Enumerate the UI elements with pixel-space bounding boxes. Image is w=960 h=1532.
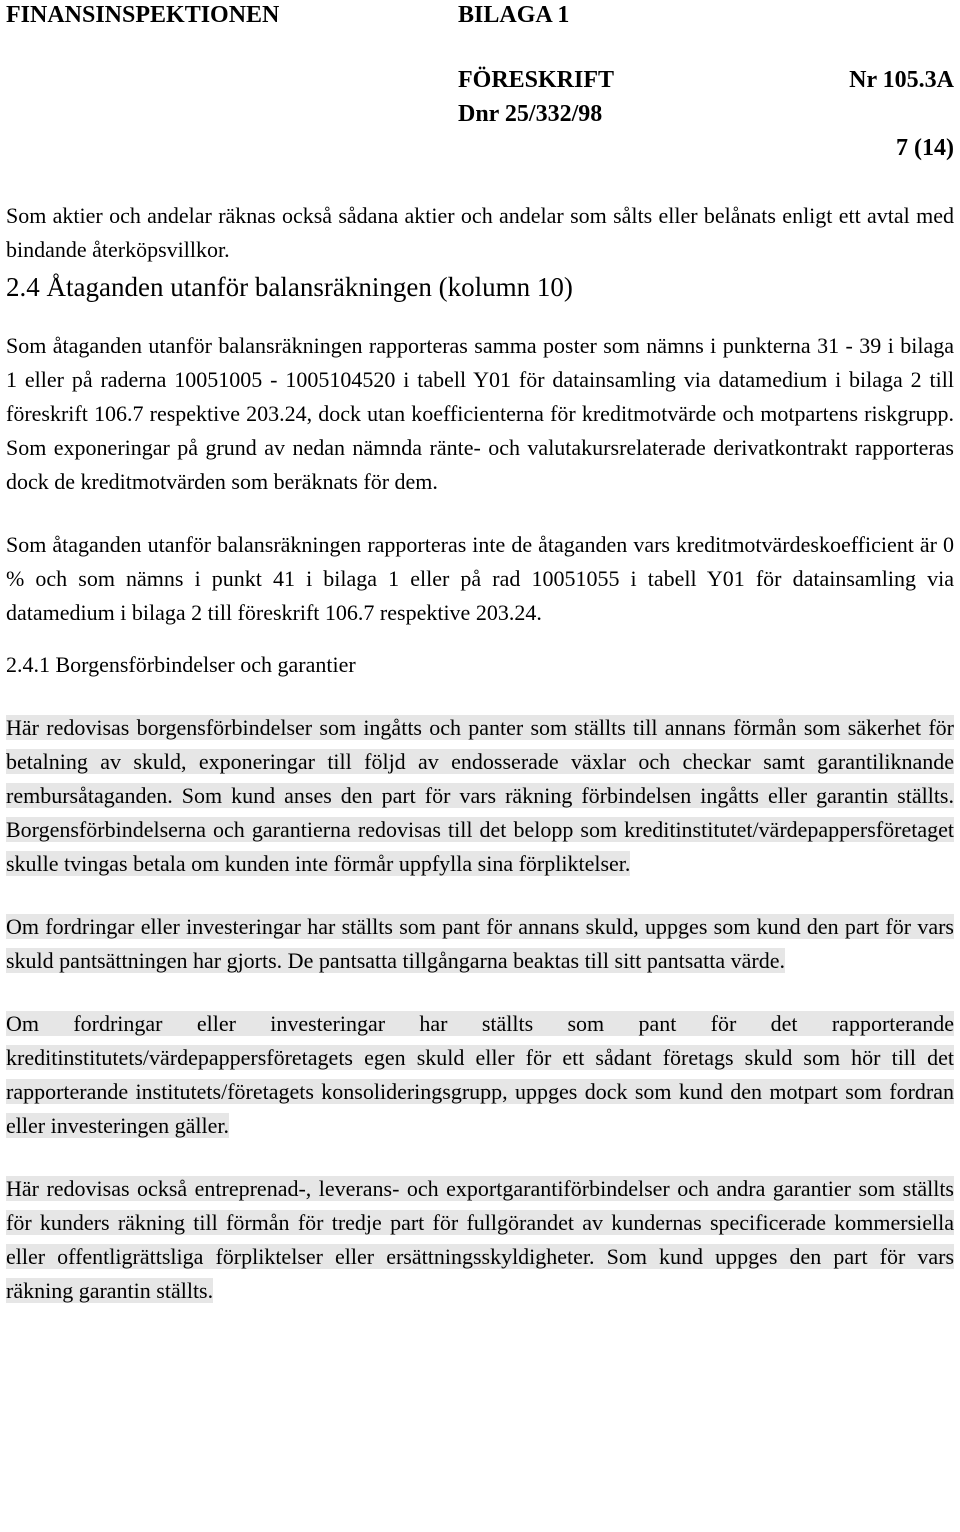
diary-number: Dnr 25/332/98 [458,101,603,127]
appendix-label: BILAGA 1 [458,2,570,28]
highlighted-text: Om fordringar eller investeringar har ställts som pant för det rapporterande kreditinstitutets/värdepappersföretagets egen skuld eller för ett sådant företags skuld som hör till det rapporterande institutets/företagets konsolideringsgrupp, uppges dock som kund den motpart som fordran eller investeringen gäller. [6,1011,954,1138]
paragraph [6,1007,954,1143]
paragraph: Som åtaganden utanför balansräkningen rapporteras inte de åtaganden vars kreditmotvärdeskoefficient är 0 % och som nämns i punkt 41 i bilaga 1 eller på rad 10051055 i tabell Y01 för datainsamling via datamedium i bilaga 2 till föreskrift 106.7 respektive 203.24. [6,532,954,625]
highlighted-text: Här redovisas borgensförbindelser som ingåtts och panter som ställts till annans förmån som säkerhet för betalning av skuld, exponeringar till följd av endosserade växlar och checkar samt garantiliknande rembursåtaganden. Som kund anses den part för vars räkning förbindelsen ingåtts eller garantin ställts. Borgensförbindelserna och garantierna redovisas till det belopp som kreditinstitutet/värdepappersföretaget skulle tvingas betala om kunden inte förmår uppfylla sina förpliktelser. [6,715,954,876]
page-number: 7 (14) [896,135,954,161]
paragraph [6,711,954,881]
paragraph [6,1172,954,1308]
document-body [6,199,954,1308]
highlighted-text: Om fordringar eller investeringar har ställts som pant för annans skuld, uppges som kund den part för vars skuld pantsättningen har gjorts. De pantsatta tillgångarna beaktas till sitt pantsatta värde. [6,914,954,973]
intro-paragraph: Som aktier och andelar räknas också sådana aktier och andelar som sålts eller belånats enligt ett avtal med bindande återköpsvillkor. [6,203,954,262]
subsection-heading: 2.4.1 Borgensförbindelser och garantier [6,652,356,677]
org-name: FINANSINSPEKTIONEN [6,2,280,28]
regulation-number: Nr 105.3A [849,67,954,93]
paragraph: Som åtaganden utanför balansräkningen rapporteras samma poster som nämns i punkterna 31 - 39 i bilaga 1 eller på raderna 10051005 - 1005104520 i tabell Y01 för datainsamling via datamedium i bilaga 2 till föreskrift 106.7 respektive 203.24, dock utan koefficienterna för kreditmotvärde och motpartens riskgrupp. Som exponeringar på grund av nedan nämnda ränte- och valutakursrelaterade derivatkontrakt rapporteras dock de kreditmotvärden som beräknats för dem. [6,333,954,494]
highlighted-text: Här redovisas också entreprenad-, leverans- och exportgarantiförbindelser och andra garantier som ställts för kunders räkning till förmån för tredje part för fullgörandet av kundernas specificerade kommersiella eller offentligrättsliga förpliktelser eller ersättningsskyldigheter. Som kund uppges den part för vars räkning garantin ställts. [6,1176,954,1303]
section-heading: 2.4 Åtaganden utanför balansräkningen (kolumn 10) [6,272,573,302]
paragraph [6,910,954,978]
document-type: FÖRESKRIFT [458,67,615,93]
